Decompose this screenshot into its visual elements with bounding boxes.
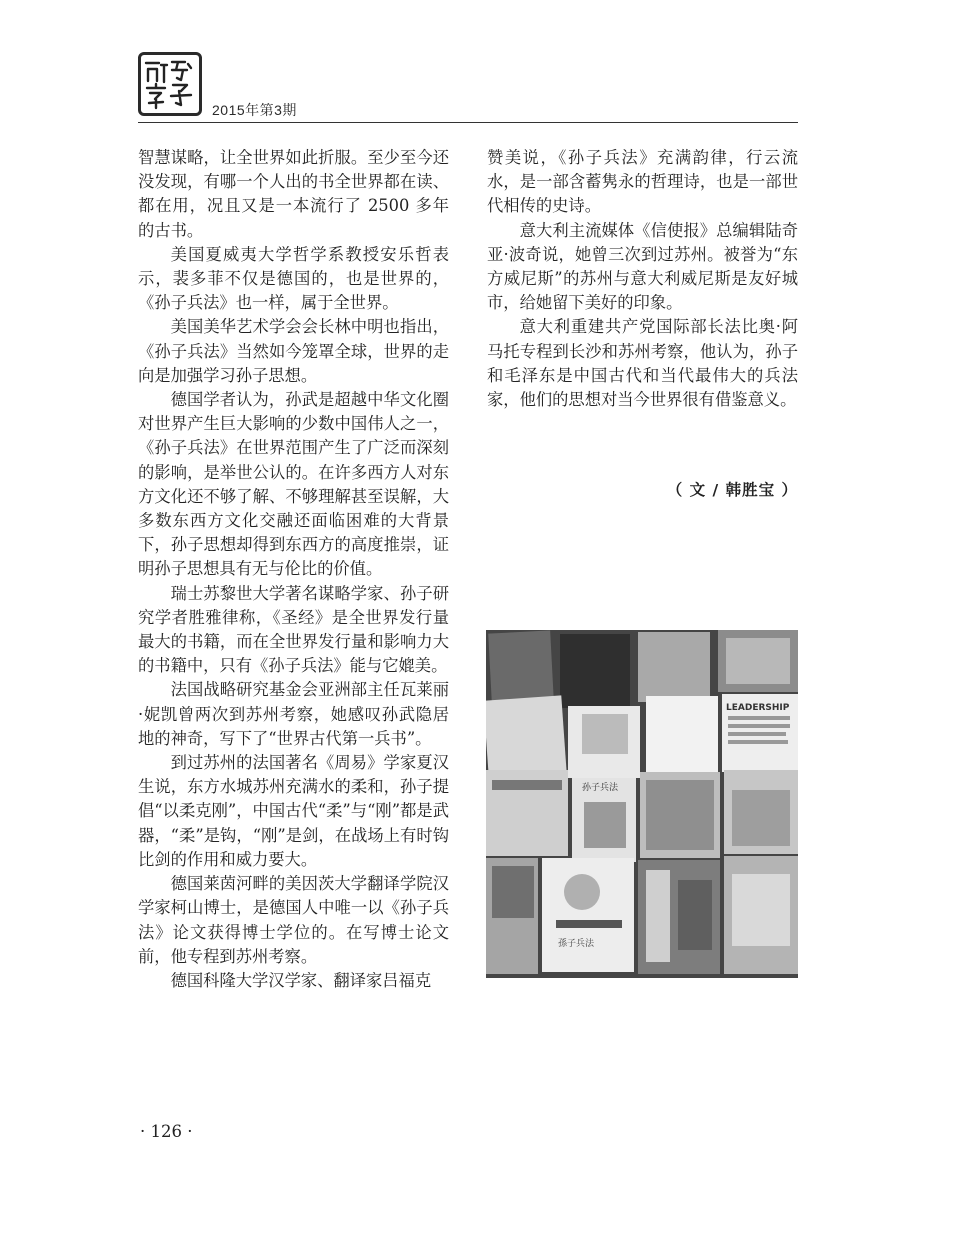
paragraph: 法国战略研究基金会亚洲部主任瓦莱丽·妮凯曾两次到苏州考察，她感叹孙武隐居地的神奇，写下了“世界古代第一兵书”。 xyxy=(138,680,449,748)
photo-label-sunzi: 孙子兵法 xyxy=(582,783,619,793)
paragraph: 美国美华艺术学会会长林中明也指出，《孙子兵法》当然如今笼罩全球，世界的走向是加强学习孙子思想。 xyxy=(138,317,449,385)
article-left-column xyxy=(138,146,449,993)
journal-logo xyxy=(138,52,202,116)
paragraph: 德国学者认为，孙武是超越中华文化圈对世界产生巨大影响的少数中国伟人之一，《孙子兵法》在世界范围产生了广泛而深刻的影响，是举世公认的。在许多西方人对东方文化还不够了解、不够理解甚至误解，大多数东西方文化交融还面临困难的大背景下，孙子思想却得到东西方的高度推崇，证明孙子思想具有无与伦比的价值。 xyxy=(138,390,449,579)
paragraph: 意大利重建共产党国际部长法比奥·阿马托专程到长沙和苏州考察，他认为，孙子和毛泽东是中国古代和当代最伟大的兵法家，他们的思想对当今世界很有借鉴意义。 xyxy=(487,317,798,410)
issue-label: 2015年第3期 xyxy=(212,102,297,118)
books-photo xyxy=(486,630,798,978)
author-byline: （ 文 / 韩胜宝 ） xyxy=(666,481,798,499)
photo-label-leadership: LEADERSHIP xyxy=(726,703,790,713)
paragraph: 德国科隆大学汉学家、翻译家吕福克 xyxy=(170,970,432,990)
paragraph: 美国夏威夷大学哲学系教授安乐哲表示，裴多菲不仅是德国的，也是世界的，《孙子兵法》也一样，属于全世界。 xyxy=(138,244,449,313)
paragraph: 瑞士苏黎世大学著名谋略学家、孙子研究学者胜雅律称，《圣经》是全世界发行量最大的书籍，而在全世界发行量和影响力大的书籍中，只有《孙子兵法》能与它媲美。 xyxy=(138,583,449,676)
journal-logo-calligraphy xyxy=(141,55,199,113)
books-photo-illustration xyxy=(486,630,798,978)
paragraph: 到过苏州的法国著名《周易》学家夏汉生说，东方水城苏州充满水的柔和，孙子提倡“以柔克刚”，中国古代“柔”与“刚”都是武器，“柔”是钩，“刚”是剑，在战场上有时钩比剑的作用和威力要大。 xyxy=(138,753,449,869)
header-rule xyxy=(138,122,798,123)
photo-label-sunzi-traditional: 孫子兵法 xyxy=(558,939,595,949)
paragraph: 赞美说，《孙子兵法》充满韵律，行云流水，是一部含蓄隽永的哲理诗，也是一部世代相传的史诗。 xyxy=(487,148,798,216)
paragraph: 德国莱茵河畔的美因茨大学翻译学院汉学家柯山博士，是德国人中唯一以《孙子兵法》论文获得博士学位的。在写博士论文前，他专程到苏州考察。 xyxy=(138,874,449,966)
article-right-column xyxy=(487,146,798,412)
paragraph: 意大利主流媒体《信使报》总编辑陆奇亚·波奇说，她曾三次到过苏州。被誉为“东方威尼斯”的苏州与意大利威尼斯是友好城市，给她留下美好的印象。 xyxy=(487,220,798,313)
page-number: · 126 · xyxy=(140,1122,193,1141)
paragraph: 智慧谋略，让全世界如此折服。至少至今还没发现，有哪一个人出的书全世界都在读、都在用，况且又是一本流行了 2500 多年的古书。 xyxy=(138,148,449,240)
